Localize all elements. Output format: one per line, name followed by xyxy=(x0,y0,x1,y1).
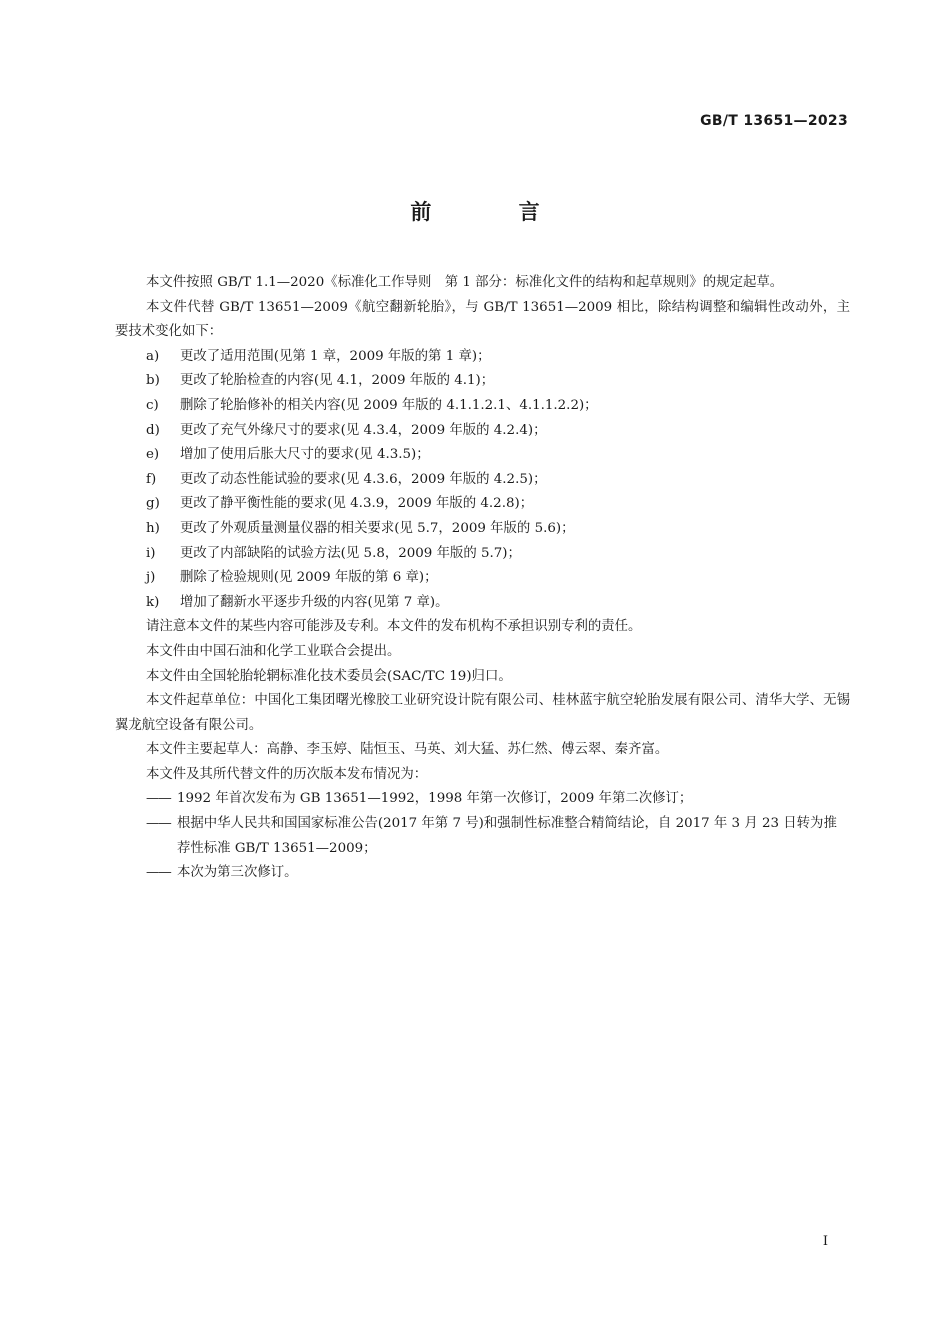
list-item xyxy=(115,517,850,542)
list-item xyxy=(115,566,850,591)
list-item xyxy=(115,443,850,468)
history-item-text: 本次为第三次修订。 xyxy=(177,865,298,881)
intro-paragraph: 本文件代替 GB/T 13651—2009《航空翻新轮胎》，与 GB/T 13651—2009 相比，除结构调整和编辑性改动外，主要技术变化如下： xyxy=(115,299,850,340)
list-item xyxy=(115,369,850,394)
list-item-label: k) xyxy=(146,594,160,610)
dash-marker: —— xyxy=(146,816,171,832)
intro-paragraph: 本文件按照 GB/T 1.1—2020《标准化工作导则 第 1 部分：标准化文件的结构和起草规则》的规定起草。 xyxy=(146,275,784,290)
list-item-text: 更改了轮胎检查的内容(见 4.1，2009 年版的 4.1)； xyxy=(180,373,495,389)
list-item-text: 更改了动态性能试验的要求(见 4.3.6，2009 年版的 4.2.5)； xyxy=(180,471,547,487)
list-item xyxy=(115,492,850,517)
standard-code: GB/T 13651—2023 xyxy=(700,113,848,129)
list-item xyxy=(115,394,850,419)
dash-marker: —— xyxy=(146,791,171,807)
list-item-text: 更改了静平衡性能的要求(见 4.3.9，2009 年版的 4.2.8)； xyxy=(180,496,534,512)
list-item-label: j) xyxy=(146,570,156,586)
list-item-label: c) xyxy=(146,397,159,413)
list-item-label: f) xyxy=(146,471,157,487)
changes-list xyxy=(115,345,850,616)
drafting-organizations: 本文件起草单位：中国化工集团曙光橡胶工业研究设计院有限公司、桂林蓝宇航空轮胎发展有限公司、清华大学、无锡翼龙航空设备有限公司。 xyxy=(115,693,850,733)
history-item xyxy=(115,812,850,861)
list-item-text: 删除了检验规则(见 2009 年版的第 6 章)； xyxy=(180,570,438,586)
history-intro: 本文件及其所代替文件的历次版本发布情况为： xyxy=(146,766,428,782)
list-item-text: 增加了使用后胀大尺寸的要求(见 4.3.5)； xyxy=(180,447,430,463)
list-item xyxy=(115,468,850,493)
list-item-text: 更改了充气外缘尺寸的要求(见 4.3.4，2009 年版的 4.2.4)； xyxy=(180,422,547,438)
proposer-statement: 本文件由中国石油和化学工业联合会提出。 xyxy=(146,643,401,659)
page-title: 前 言 xyxy=(410,200,580,224)
list-item-text: 增加了翻新水平逐步升级的内容(见第 7 章)。 xyxy=(180,594,449,610)
list-item xyxy=(115,419,850,444)
list-item-label: b) xyxy=(146,373,160,389)
history-item xyxy=(115,787,850,812)
list-item-label: g) xyxy=(146,496,160,512)
list-item xyxy=(115,542,850,567)
page-number: I xyxy=(822,1234,828,1249)
list-item-text: 更改了适用范围(见第 1 章，2009 年版的第 1 章)； xyxy=(180,348,491,364)
list-item xyxy=(115,345,850,370)
history-item-text: 1992 年首次发布为 GB 13651—1992，1998 年第一次修订，2009 年第二次修订； xyxy=(177,791,693,807)
list-item-label: e) xyxy=(146,447,160,463)
list-item-label: a) xyxy=(146,348,160,364)
list-item-label: h) xyxy=(146,520,160,536)
list-item-label: d) xyxy=(146,422,160,438)
history-item xyxy=(115,861,850,886)
drafters: 本文件主要起草人：高静、李玉婷、陆恒玉、马英、刘大猛、苏仁然、傅云翠、秦齐富。 xyxy=(146,742,669,758)
dash-marker: —— xyxy=(146,865,171,881)
list-item-label: i) xyxy=(146,545,156,561)
list-item-text: 更改了内部缺陷的试验方法(见 5.8，2009 年版的 5.7)； xyxy=(180,545,521,561)
patent-notice: 请注意本文件的某些内容可能涉及专利。本文件的发布机构不承担识别专利的责任。 xyxy=(146,619,642,635)
history-item-text: 根据中华人民共和国国家标准公告(2017 年第 7 号)和强制性标准整合精简结论，自 2017 年 3 月 23 日转为推荐性标准 GB/T 13651—2009； xyxy=(177,816,837,856)
history-list xyxy=(115,787,850,885)
foreword-body xyxy=(115,271,850,886)
committee-statement: 本文件由全国轮胎轮辋标准化技术委员会(SAC/TC 19)归口。 xyxy=(146,668,512,684)
list-item xyxy=(115,591,850,616)
list-item-text: 更改了外观质量测量仪器的相关要求(见 5.7，2009 年版的 5.6)； xyxy=(180,520,575,536)
list-item-text: 删除了轮胎修补的相关内容(见 2009 年版的 4.1.1.2.1、4.1.1.2.2)； xyxy=(180,397,598,413)
